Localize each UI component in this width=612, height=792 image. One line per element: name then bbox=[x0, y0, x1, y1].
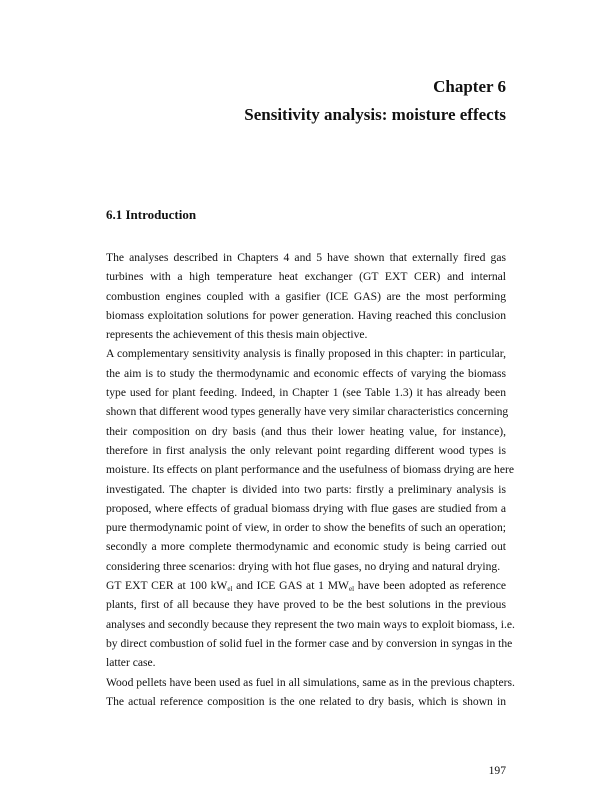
paragraph-line bbox=[106, 576, 506, 595]
paragraph-line: represents the achievement of this thesis main objective. bbox=[106, 328, 368, 342]
paragraph bbox=[106, 595, 515, 672]
paragraph bbox=[106, 344, 515, 576]
paragraph-line: latter case. bbox=[106, 656, 156, 670]
paragraph-line: moisture. Its effects on plant performance and the usefulness of biomass drying are here bbox=[106, 463, 515, 477]
subscript: el bbox=[227, 585, 233, 594]
paragraph bbox=[106, 673, 515, 712]
paragraph-line: plants, first of all because they have proved to be the best solutions in the previous bbox=[106, 598, 506, 612]
text-run: and ICE GAS at 1 MW bbox=[232, 579, 349, 593]
paragraph-line: shown that different wood types generally have very similar characteristics concerning bbox=[106, 405, 509, 419]
paragraph-line: The actual reference composition is the one related to dry basis, which is shown in bbox=[106, 694, 506, 708]
paragraph-line: proposed, where effects of gradual biomass drying with flue gases are studied from a bbox=[106, 501, 506, 515]
paragraph-line: Wood pellets have been used as fuel in all simulations, same as in the previous chapters. bbox=[106, 675, 515, 689]
paragraph-line: type used for plant feeding. Indeed, in Chapter 1 (see Table 1.3) it has already been bbox=[106, 386, 506, 400]
paragraph-line: investigated. The chapter is divided into two parts: firstly a preliminary analysis is bbox=[106, 482, 506, 496]
text-run: have been adopted as reference bbox=[354, 579, 507, 593]
chapter-title: Sensitivity analysis: moisture effects bbox=[244, 105, 506, 124]
paragraph-line: considering three scenarios: drying with hot flue gases, no drying and natural drying. bbox=[106, 559, 501, 573]
paragraph-line: turbines with a high temperature heat exchanger (GT EXT CER) and internal bbox=[106, 270, 506, 284]
paragraph-line: The analyses described in Chapters 4 and 5 have shown that externally fired gas bbox=[106, 251, 506, 264]
body-text bbox=[106, 248, 515, 711]
paragraph-line: therefore in first analysis the only relevant point regarding different wood types is bbox=[106, 443, 506, 457]
paragraph bbox=[106, 248, 506, 344]
paragraph-line: their composition on dry basis (and thus their lower heating value, for instance), bbox=[106, 424, 506, 438]
section-heading: 6.1 Introduction bbox=[106, 207, 197, 222]
paragraph-line: by direct combustion of solid fuel in the former case and by conversion in syngas in the bbox=[106, 636, 513, 650]
text-run: GT EXT CER at 100 kW bbox=[106, 579, 228, 593]
paragraph-line: A complementary sensitivity analysis is finally proposed in this chapter: in particular, bbox=[106, 347, 506, 361]
paragraph-line: combustion engines coupled with a gasifier (ICE GAS) are the most performing bbox=[106, 289, 506, 303]
page-number: 197 bbox=[488, 764, 506, 777]
paragraph-line: biomass exploitation solutions for power generation. Having reached this conclusion bbox=[106, 308, 506, 322]
paragraph-line: the aim is to study the thermodynamic and economic effects of varying the biomass bbox=[106, 366, 506, 380]
paragraph-line: analyses and secondly because they represent the two main ways to exploit biomass, i.e. bbox=[106, 617, 515, 631]
subscript: el bbox=[348, 585, 355, 594]
paragraph-line: pure thermodynamic point of view, in order to show the benefits of such an operation; bbox=[106, 521, 506, 535]
paragraph-line: secondly a more complete thermodynamic and economic study is being carried out bbox=[106, 540, 506, 554]
chapter-number: Chapter 6 bbox=[433, 77, 506, 96]
